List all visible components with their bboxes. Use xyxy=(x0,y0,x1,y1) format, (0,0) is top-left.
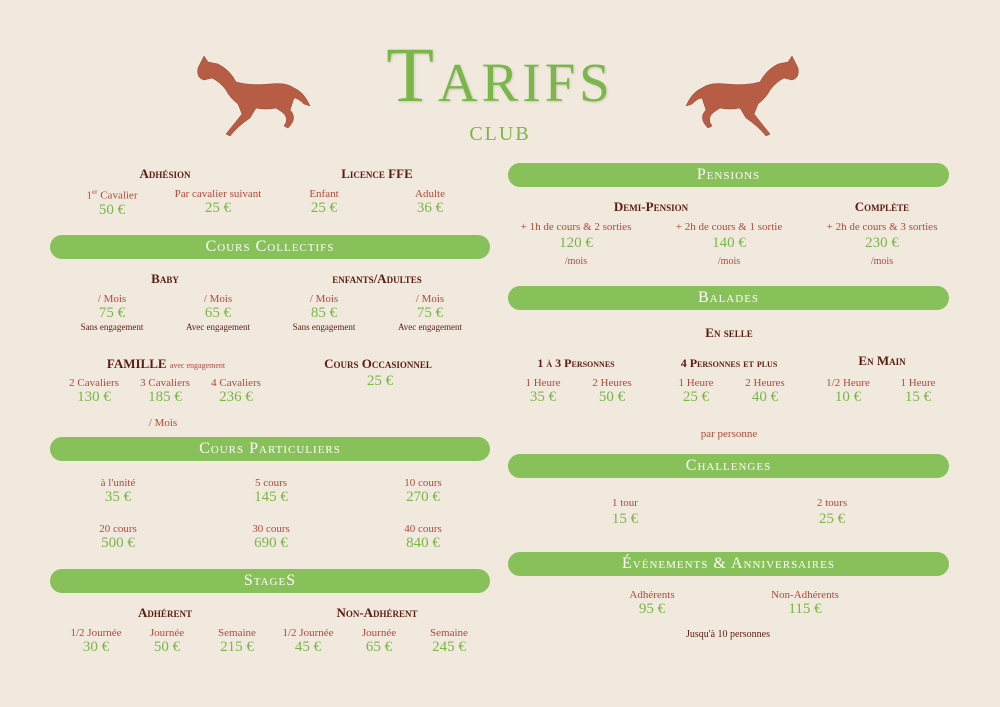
licence-label: Enfant xyxy=(309,188,339,200)
baby-note: Sans engagement xyxy=(80,322,144,332)
stage-label: 1/2 Journée xyxy=(70,627,122,639)
famille-value: 130 € xyxy=(77,389,111,405)
stage-item xyxy=(430,627,468,656)
baby-title: Baby xyxy=(151,271,179,286)
stage-label: Semaine xyxy=(218,627,256,639)
enfants-value: 75 € xyxy=(416,305,444,321)
evenement-value: 95 € xyxy=(638,601,666,617)
challenge-item xyxy=(817,497,847,528)
famille-footer: / Mois xyxy=(148,417,178,429)
licence-value: 36 € xyxy=(416,200,444,216)
pension-label: + 2h de cours & 3 sorties xyxy=(826,221,938,233)
balade-label: 1 Heure xyxy=(678,377,714,389)
balade-item xyxy=(525,377,560,406)
balade-label: 1 Heure xyxy=(525,377,561,389)
stage-item xyxy=(150,627,184,656)
enfants-value: 85 € xyxy=(310,305,338,321)
stage-value: 30 € xyxy=(82,639,110,655)
pension-note: /mois xyxy=(870,256,894,267)
stage-item xyxy=(218,627,256,656)
horse-right-icon xyxy=(686,48,806,138)
particulier-value: 35 € xyxy=(104,489,132,505)
famille-item xyxy=(69,377,119,406)
balade-label: 1 Heure xyxy=(900,377,936,389)
famille-label: 3 Cavaliers xyxy=(140,377,190,389)
pension-label: + 1h de cours & 2 sorties xyxy=(520,221,632,233)
pension-note: /mois xyxy=(564,256,588,267)
particulier-label: 40 cours xyxy=(404,523,442,535)
balade-item xyxy=(592,377,631,406)
famille-title-text: FAMILLE xyxy=(106,356,167,371)
challenge-value: 15 € xyxy=(611,511,639,527)
famille-value: 185 € xyxy=(148,389,182,405)
particulier-item xyxy=(99,523,137,552)
challenge-label: 2 tours xyxy=(816,497,848,509)
balade-label: 2 Heures xyxy=(592,377,632,389)
pension-label: + 2h de cours & 1 sortie xyxy=(675,221,783,233)
evenement-label: Non-Adhérents xyxy=(771,589,839,601)
particulier-value: 690 € xyxy=(254,535,288,551)
balade-value: 25 € xyxy=(682,389,710,405)
evenement-label: Adhérents xyxy=(629,589,675,601)
complete-title: Complète xyxy=(854,199,910,214)
stage-label: Journée xyxy=(149,627,185,639)
particulier-item xyxy=(101,477,136,506)
stages-adherent-title: Adhérent xyxy=(138,605,192,620)
particulier-label: 20 cours xyxy=(99,523,137,535)
adhesion-label: Par cavalier suivant xyxy=(174,188,262,200)
enfants-title: enfants/Adultes xyxy=(332,271,422,286)
adhesion-item xyxy=(175,188,262,217)
pension-item xyxy=(521,221,632,267)
balade-value: 10 € xyxy=(834,389,862,405)
balade-value: 15 € xyxy=(904,389,932,405)
balade-item xyxy=(678,377,713,406)
evenements-bar: Événements & Anniversaires xyxy=(508,552,949,576)
challenge-item xyxy=(612,497,638,528)
balade-item xyxy=(745,377,784,406)
evenement-value: 115 € xyxy=(788,601,822,617)
evenements-footer: Jusqu'à 10 personnes xyxy=(685,629,771,640)
stages-bar: StageS xyxy=(50,569,490,593)
en-main-title: En Main xyxy=(858,353,906,368)
enfants-label: / Mois xyxy=(415,293,445,305)
adhesion-label: 1er Cavalier xyxy=(86,188,138,202)
evenement-item xyxy=(771,589,839,618)
particulier-value: 270 € xyxy=(406,489,440,505)
baby-label: / Mois xyxy=(203,293,233,305)
adhesion-item xyxy=(87,188,138,219)
balade-item xyxy=(826,377,870,406)
famille-value: 236 € xyxy=(219,389,253,405)
famille-label: 2 Cavaliers xyxy=(69,377,119,389)
stage-value: 215 € xyxy=(220,639,254,655)
stage-label: 1/2 Journée xyxy=(282,627,334,639)
famille-item xyxy=(140,377,190,406)
page-title: Tarifs xyxy=(386,31,614,118)
adhesion-title: Adhésion xyxy=(139,166,191,181)
occasionnel-title: Cours Occasionnel xyxy=(324,356,432,371)
en-selle-title: En selle xyxy=(705,325,753,340)
balade-label: 2 Heures xyxy=(745,377,785,389)
enfants-note: Sans engagement xyxy=(292,322,356,332)
stage-value: 65 € xyxy=(365,639,393,655)
balade-group2-title: 4 Personnes et plus xyxy=(680,356,778,370)
particulier-label: 30 cours xyxy=(252,523,290,535)
balade-value: 35 € xyxy=(529,389,557,405)
pension-note: /mois xyxy=(717,256,741,267)
particulier-value: 145 € xyxy=(254,489,288,505)
stage-value: 245 € xyxy=(432,639,466,655)
licence-item xyxy=(415,188,445,217)
enfants-item xyxy=(398,293,462,332)
baby-note: Avec engagement xyxy=(185,322,251,332)
baby-item xyxy=(186,293,250,332)
page-subtitle: club xyxy=(469,116,531,147)
enfants-label: / Mois xyxy=(309,293,339,305)
enfants-item xyxy=(293,293,356,332)
particulier-item xyxy=(252,523,290,552)
adhesion-value: 50 € xyxy=(98,201,126,218)
balades-bar: Balades xyxy=(508,286,949,310)
particulier-value: 840 € xyxy=(406,535,440,551)
pension-value: 230 € xyxy=(865,235,899,251)
particulier-label: à l'unité xyxy=(100,477,136,489)
cours-collectifs-bar: Cours Collectifs xyxy=(50,235,490,259)
balade-item xyxy=(900,377,935,406)
evenement-item xyxy=(629,589,674,618)
baby-value: 75 € xyxy=(98,305,126,321)
licence-item xyxy=(309,188,338,217)
stage-label: Journée xyxy=(361,627,397,639)
stage-item xyxy=(282,627,333,656)
adhesion-value: 25 € xyxy=(204,200,232,216)
challenge-value: 25 € xyxy=(818,511,846,527)
stages-non-adherent-title: Non-Adhérent xyxy=(336,605,418,620)
licence-title: Licence FFE xyxy=(341,166,413,181)
licence-label: Adulte xyxy=(415,188,445,200)
balade-group1-title: 1 à 3 Personnes xyxy=(537,356,615,370)
pension-item xyxy=(676,221,782,267)
famille-title-note: avec engagement xyxy=(169,361,226,370)
particulier-item xyxy=(254,477,288,506)
pension-item xyxy=(827,221,938,267)
stage-item xyxy=(362,627,396,656)
baby-item xyxy=(81,293,144,332)
balade-value: 40 € xyxy=(751,389,779,405)
stage-label: Semaine xyxy=(430,627,468,639)
balade-label: 1/2 Heure xyxy=(826,377,870,389)
particulier-label: 10 cours xyxy=(404,477,442,489)
balades-footer: par personne xyxy=(700,428,758,440)
baby-value: 65 € xyxy=(204,305,232,321)
famille-title xyxy=(107,356,225,372)
pensions-bar: Pensions xyxy=(508,163,949,187)
cours-particuliers-bar: Cours Particuliers xyxy=(50,437,490,461)
occasionnel-value: 25 € xyxy=(366,373,394,389)
licence-value: 25 € xyxy=(310,200,338,216)
stage-value: 45 € xyxy=(294,639,322,655)
challenge-label: 1 tour xyxy=(612,497,638,509)
baby-label: / Mois xyxy=(97,293,127,305)
pension-value: 120 € xyxy=(559,235,593,251)
balade-value: 50 € xyxy=(598,389,626,405)
challenges-bar: Challenges xyxy=(508,454,949,478)
pension-value: 140 € xyxy=(712,235,746,251)
famille-item xyxy=(211,377,261,406)
stage-item xyxy=(70,627,121,656)
demi-pension-title: Demi-Pension xyxy=(613,199,689,214)
particulier-label: 5 cours xyxy=(254,477,288,489)
horse-left-icon xyxy=(190,48,310,138)
enfants-note: Avec engagement xyxy=(397,322,463,332)
stage-value: 50 € xyxy=(153,639,181,655)
particulier-value: 500 € xyxy=(101,535,135,551)
famille-label: 4 Cavaliers xyxy=(211,377,261,389)
particulier-item xyxy=(404,477,442,506)
particulier-item xyxy=(404,523,442,552)
